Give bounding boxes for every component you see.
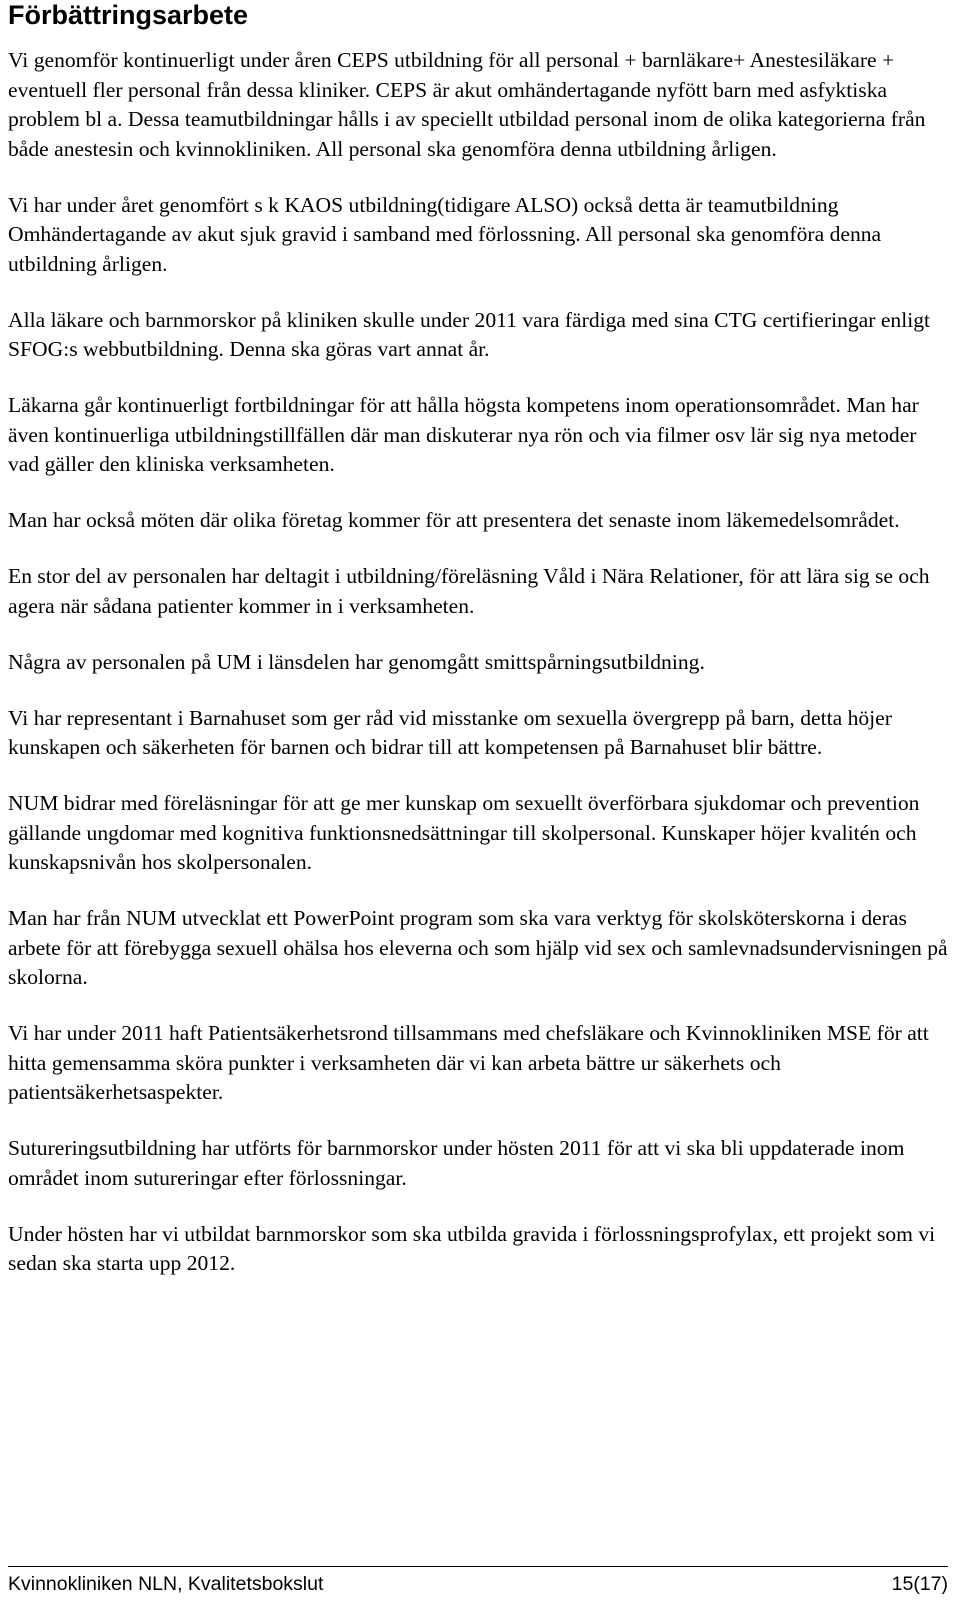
paragraph-kaos: Vi har under året genomfört s k KAOS utbildning(tidigare ALSO) också detta är teamutbildning Omhändertagande av akut sjuk gravid i samband med förlossning. All personal ska genomföra denna utbildning årligen. bbox=[8, 192, 882, 276]
paragraph-vald-i-nara-relationer: En stor del av personalen har deltagit i utbildning/föreläsning Våld i Nära Relationer, för att lära sig se och agera när sådana patienter kommer in i verksamheten. bbox=[8, 564, 930, 618]
paragraph-smittsparning: Några av personalen på UM i länsdelen har genomgått smittspårningsutbildning. bbox=[8, 649, 705, 674]
paragraph-foretag-moten: Man har också möten där olika företag kommer för att presentera det senaste inom läkemedelsområdet. bbox=[8, 508, 900, 532]
footer-page-number: 15(17) bbox=[891, 1573, 948, 1595]
paragraph-sutureringsutbildning: Sutureringsutbildning har utförts för barnmorskor under hösten 2011 för att vi ska bli uppdaterade inom området inom sutureringar efter förlossningar. bbox=[8, 1136, 905, 1190]
paragraph-barnahuset: Vi har representant i Barnahuset som ger råd vid misstanke om sexuella övergrepp på barn, detta höjer kunskapen och säkerheten för barnen och bidrar till att kompetensen på Barnahuset blir bättre. bbox=[8, 705, 892, 759]
paragraph-num-forelasningar: NUM bidrar med föreläsningar för att ge mer kunskap om sexuellt överförbara sjukdomar och prevention gällande ungdomar med kognitiva funktionsnedsättningar till skolpersonal. Kunskaper höjer kvalitén och kunskapsnivån hos skolpersonalen. bbox=[8, 791, 920, 874]
paragraph-patientsakerhetsrond: Vi har under 2011 haft Patientsäkerhetsrond tillsammans med chefsläkare och Kvinnokliniken MSE för att hitta gemensamma sköra punkter i verksamheten där vi kan arbeta bättre ur säkerhets och patientsäkerhetsaspekter. bbox=[8, 1021, 929, 1104]
paragraph-forlossningsprofylax: Under hösten har vi utbildat barnmorskor som ska utbilda gravida i förlossningsprofylax, ett projekt som vi sedan ska starta upp 2012. bbox=[8, 1221, 936, 1275]
document-body bbox=[8, 46, 948, 1305]
paragraph-ceps: Vi genomför kontinuerligt under åren CEPS utbildning för all personal + barnläkare+ Anestesiläkare + eventuell fler personal från dessa kliniker. CEPS är akut omhändertagande nyfött barn med asfyktiska problem bl a. Dessa teamutbildningar hålls i av speciellt utbildad personal inom de olika kategorierna från både anestesin och kvinnokliniken. All personal ska genomföra denna utbildning årligen. bbox=[8, 48, 926, 161]
footer-document-title: Kvinnokliniken NLN, Kvalitetsbokslut bbox=[8, 1573, 324, 1595]
paragraph-lakare-fortbildning: Läkarna går kontinuerligt fortbildningar för att hålla högsta kompetens inom operationsområdet. Man har även kontinuerliga utbildningstillfällen där man diskuterar nya rön och via filmer osv lär sig nya metoder vad gäller den kliniska verksamheten. bbox=[8, 393, 919, 476]
document-page bbox=[8, 0, 948, 1607]
paragraph-ctg: Alla läkare och barnmorskor på kliniken skulle under 2011 vara färdiga med sina CTG certifieringar enligt SFOG:s webbutbildning. Denna ska göras vart annat år. bbox=[8, 307, 931, 361]
page-title: Förbättringsarbete bbox=[8, 0, 249, 30]
page-footer bbox=[8, 1566, 948, 1596]
paragraph-num-powerpoint: Man har från NUM utvecklat ett PowerPoint program som ska vara verktyg för skolsköterskorna i deras arbete för att förebygga sexuell ohälsa hos eleverna och som hjälp vid sex och samlevnadsundervisningen på skolorna. bbox=[8, 906, 948, 989]
